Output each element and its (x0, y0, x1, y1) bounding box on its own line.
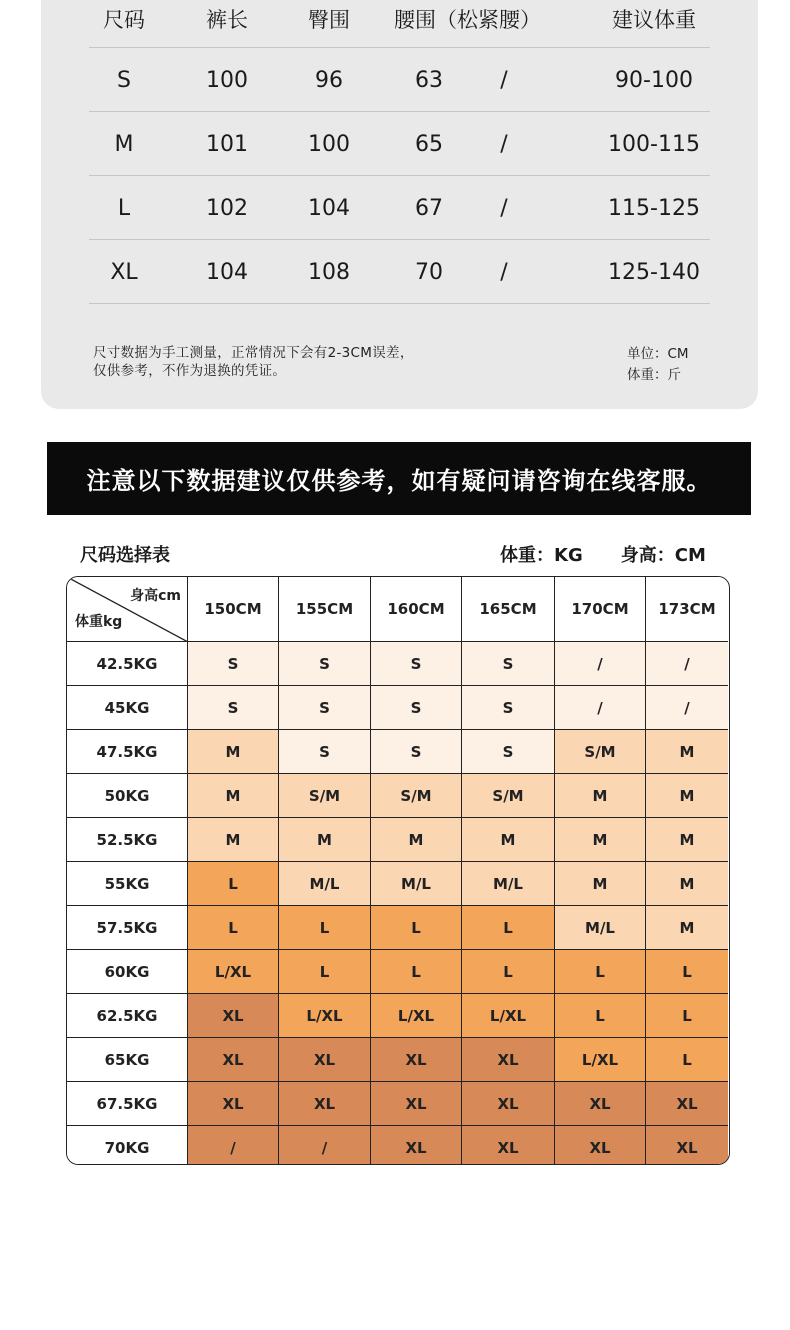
selection-row (67, 818, 729, 862)
size-cell: S/M (555, 730, 646, 774)
selection-row (67, 950, 729, 994)
selection-row (67, 906, 729, 950)
size-cell: L (462, 950, 555, 994)
size-cell: M (188, 774, 279, 818)
hip-cell: 100 (308, 131, 350, 157)
waist-cell: 63 (415, 67, 443, 93)
size-cell: M (646, 906, 728, 950)
note-line: 仅供参考，不作为退换的凭证。 (93, 363, 287, 379)
size-cell: S/M (371, 774, 462, 818)
size-cell: L/XL (462, 994, 555, 1038)
size-selection-table (66, 576, 730, 1165)
waist-cell: 67 (415, 195, 443, 221)
size-cell: S/M (279, 774, 371, 818)
note-line: 尺寸数据为手工测量，正常情况下会有2-3CM误差， (93, 345, 414, 361)
size-cell: S (371, 730, 462, 774)
selection-row (67, 862, 729, 906)
size-cell: L (555, 994, 646, 1038)
measurement-row (89, 176, 710, 240)
size-cell: M (555, 774, 646, 818)
selection-row (67, 1038, 729, 1082)
corner-cell (67, 577, 188, 642)
size-cell: XL (371, 1082, 462, 1126)
header-waist: 腰围（松紧腰） (394, 8, 541, 32)
size-cell: S (462, 686, 555, 730)
hip-cell: 96 (315, 67, 343, 93)
size-cell: M (279, 818, 371, 862)
size-cell: XL (188, 1038, 279, 1082)
weight-label: 45KG (67, 686, 188, 730)
size-cell: M/L (279, 862, 371, 906)
selection-header-row (67, 577, 729, 642)
selection-row (67, 730, 729, 774)
weight-label: 52.5KG (67, 818, 188, 862)
size-cell: M (646, 774, 728, 818)
weight-label: 65KG (67, 1038, 188, 1082)
size-cell: XL (279, 1082, 371, 1126)
weight-label: 47.5KG (67, 730, 188, 774)
hip-cell: 104 (308, 195, 350, 221)
waist-stretch-cell: / (500, 67, 508, 93)
size-cell: L (117, 195, 131, 221)
size-cell: XL (188, 994, 279, 1038)
size-cell: S (462, 642, 555, 686)
unit-weight-kg: 体重：KG (500, 545, 583, 566)
measurement-note (93, 344, 414, 380)
size-cell: S (462, 730, 555, 774)
height-header: 160CM (371, 577, 462, 642)
size-cell: M (462, 818, 555, 862)
size-cell: / (279, 1126, 371, 1165)
size-cell: L (188, 862, 279, 906)
weight-label: 42.5KG (67, 642, 188, 686)
size-cell: / (646, 686, 728, 730)
weight-label: 50KG (67, 774, 188, 818)
weight-label: 55KG (67, 862, 188, 906)
corner-height-label: 身高cm (130, 588, 181, 604)
size-cell: L/XL (279, 994, 371, 1038)
size-cell: S (279, 686, 371, 730)
weight-label: 62.5KG (67, 994, 188, 1038)
size-cell: L/XL (555, 1038, 646, 1082)
size-cell: M/L (555, 906, 646, 950)
selection-row (67, 774, 729, 818)
waist-stretch-cell: / (500, 131, 508, 157)
unit-length: 单位：CM (627, 346, 689, 362)
height-header: 155CM (279, 577, 371, 642)
height-header: 150CM (188, 577, 279, 642)
size-cell: L (646, 994, 728, 1038)
row-divider (89, 303, 710, 304)
size-cell: M/L (371, 862, 462, 906)
selection-title: 尺码选择表 (80, 545, 170, 566)
selection-row (67, 994, 729, 1038)
size-cell: / (646, 642, 728, 686)
size-cell: S (371, 686, 462, 730)
size-cell: M (646, 862, 728, 906)
weight-label: 60KG (67, 950, 188, 994)
size-cell: XL (279, 1038, 371, 1082)
weight-label: 67.5KG (67, 1082, 188, 1126)
length-cell: 102 (206, 195, 248, 221)
unit-height-cm: 身高：CM (620, 545, 706, 566)
measurement-header-row (89, 0, 710, 48)
size-cell: XL (646, 1126, 728, 1165)
size-cell: M (555, 862, 646, 906)
size-cell: XL (110, 259, 138, 285)
size-cell: L (462, 906, 555, 950)
size-cell: XL (462, 1038, 555, 1082)
size-cell: L (188, 906, 279, 950)
size-cell: L (646, 1038, 728, 1082)
size-cell: L (279, 950, 371, 994)
weight-label: 70KG (67, 1126, 188, 1165)
size-cell: L (555, 950, 646, 994)
size-cell: S (188, 642, 279, 686)
weight-cell: 100-115 (608, 131, 700, 157)
size-cell: XL (555, 1082, 646, 1126)
size-cell: / (555, 686, 646, 730)
hip-cell: 108 (308, 259, 350, 285)
size-cell: S (117, 67, 131, 93)
measurement-row (89, 48, 710, 112)
size-cell: M (371, 818, 462, 862)
header-weight: 建议体重 (612, 8, 696, 32)
size-cell: L (371, 906, 462, 950)
size-cell: / (555, 642, 646, 686)
header-length: 裤长 (206, 8, 248, 32)
header-hip: 臀围 (308, 8, 350, 32)
size-cell: M (188, 730, 279, 774)
weight-cell: 90-100 (615, 67, 693, 93)
size-cell: M/L (462, 862, 555, 906)
waist-cell: 65 (415, 131, 443, 157)
size-cell: S (279, 730, 371, 774)
measurement-row (89, 112, 710, 176)
selection-units (500, 541, 706, 567)
size-cell: XL (371, 1126, 462, 1165)
size-cell: L (646, 950, 728, 994)
length-cell: 104 (206, 259, 248, 285)
size-cell: XL (555, 1126, 646, 1165)
size-cell: S (371, 642, 462, 686)
height-header: 170CM (555, 577, 646, 642)
header-size: 尺码 (103, 8, 145, 32)
selection-row (67, 1126, 729, 1165)
selection-row (67, 686, 729, 730)
size-cell: L/XL (371, 994, 462, 1038)
unit-note (627, 344, 689, 386)
size-cell: XL (188, 1082, 279, 1126)
size-cell: S (188, 686, 279, 730)
weight-label: 57.5KG (67, 906, 188, 950)
size-cell: XL (462, 1126, 555, 1165)
size-cell: L (279, 906, 371, 950)
unit-weight: 体重：斤 (627, 367, 681, 383)
height-header: 173CM (646, 577, 728, 642)
corner-weight-label: 体重kg (75, 614, 123, 630)
selection-row (67, 642, 729, 686)
size-cell: / (188, 1126, 279, 1165)
measurement-row (89, 240, 710, 304)
notice-text: 注意以下数据建议仅供参考，如有疑问请咨询在线客服。 (86, 467, 712, 495)
size-cell: M (114, 131, 134, 157)
weight-cell: 115-125 (608, 195, 700, 221)
height-header: 165CM (462, 577, 555, 642)
size-cell: M (555, 818, 646, 862)
size-cell: M (188, 818, 279, 862)
size-cell: XL (371, 1038, 462, 1082)
size-cell: S (279, 642, 371, 686)
length-cell: 101 (206, 131, 248, 157)
weight-cell: 125-140 (608, 259, 700, 285)
length-cell: 100 (206, 67, 248, 93)
waist-cell: 70 (415, 259, 443, 285)
size-cell: XL (646, 1082, 728, 1126)
selection-row (67, 1082, 729, 1126)
size-cell: M (646, 818, 728, 862)
waist-stretch-cell: / (500, 195, 508, 221)
size-cell: S/M (462, 774, 555, 818)
size-cell: L (371, 950, 462, 994)
size-cell: M (646, 730, 728, 774)
measurement-table (89, 0, 710, 304)
notice-banner (47, 442, 751, 515)
waist-stretch-cell: / (500, 259, 508, 285)
size-cell: L/XL (188, 950, 279, 994)
size-cell: XL (462, 1082, 555, 1126)
measurement-card (41, 0, 758, 409)
